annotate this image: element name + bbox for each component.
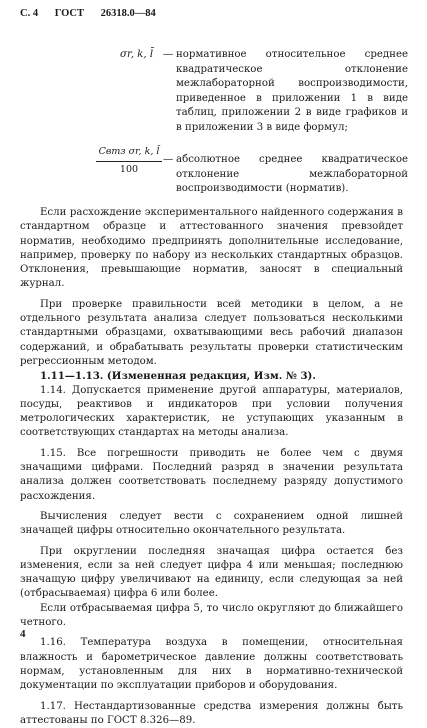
paragraph: Вычисления следует вести с сохранением одной лишней значащей цифры относительно окончательного результата. [20, 510, 403, 539]
paragraph: Если расхождение экспериментального найденного содержания в стандартном образце и аттестованного значения превзойдет норматив, необходимо предпринять дополнительные исследование, например, проверку по набору из нескольких стандартных образцов. Отклонения, превышающие норматив, заносят в специальный журнал. [20, 206, 403, 292]
fraction-numerator: Cвтз σr, k, l̄ [96, 145, 162, 162]
page-number: 4 [20, 628, 26, 640]
paragraph: Если отбрасываемая цифра 5, то число округляют до ближайшего четного. [20, 602, 403, 631]
standard-label: ГОСТ [55, 8, 84, 19]
definition-2 [30, 145, 410, 190]
definition-symbol: σr, k, l̄ [120, 48, 153, 63]
paragraph: При округлении последняя значащая цифра остается без изменения, если за ней следует цифра 4 или меньшая; последнюю значащую цифру увеличивают на единицу, если следующая за ней (отбрасываемая) цифра 6 или более. [20, 545, 403, 602]
definition-text: абсолютное среднее квадратическое отклонение межлабораторной воспроизводимости (норматив). [176, 153, 408, 197]
paragraph: При проверке правильности всей методики в целом, а не отдельного результата анализа следует пользоваться несколькими стандартными образцами, охватывающими весь рабочий диапазон содержаний, и обрабатывать результаты проверки статистическим регрессионным методом. [20, 298, 403, 369]
definition-dash: — [163, 48, 173, 63]
paragraph: 1.15. Все погрешности приводить не более чем с двумя значащими цифрами. Последний разряд в значении результата анализа должен соответствовать последнему разряду допустимого расхождения. [20, 447, 403, 504]
paragraph: 1.16. Температура воздуха в помещении, относительная влажность и барометрическое давление должны соответствовать нормам, установленным для них в нормативно-технической документации по эксплуатации приборов и оборудования. [20, 636, 403, 693]
paragraph: 1.17. Нестандартизованные средства измерения должны быть аттестованы по ГОСТ 8.326—89. [20, 700, 403, 728]
fraction-denominator: 100 [96, 162, 162, 178]
page-header [20, 8, 170, 19]
amendment-note: 1.11—1.13. (Измененная редакция, Изм. № 3). [20, 369, 403, 383]
page-label: С. 4 [20, 8, 38, 19]
definition-dash: — [163, 153, 173, 168]
definition-1 [30, 48, 410, 138]
standard-number: 26318.0—84 [101, 8, 156, 19]
document-body [20, 206, 403, 728]
definition-text: нормативное относительное среднее квадратическое отклонение межлабораторной воспроизводимости, приведенное в приложении 1 в виде таблиц, приложении 2 в виде графиков и в приложении 3 в виде формул; [176, 48, 408, 136]
paragraph: 1.14. Допускается применение другой аппаратуры, материалов, посуды, реактивов и индикаторов при условии получения метрологических характеристик, не уступающих указанным в соответствующих стандартах на методы анализа. [20, 384, 403, 441]
definition-fraction [96, 145, 162, 177]
